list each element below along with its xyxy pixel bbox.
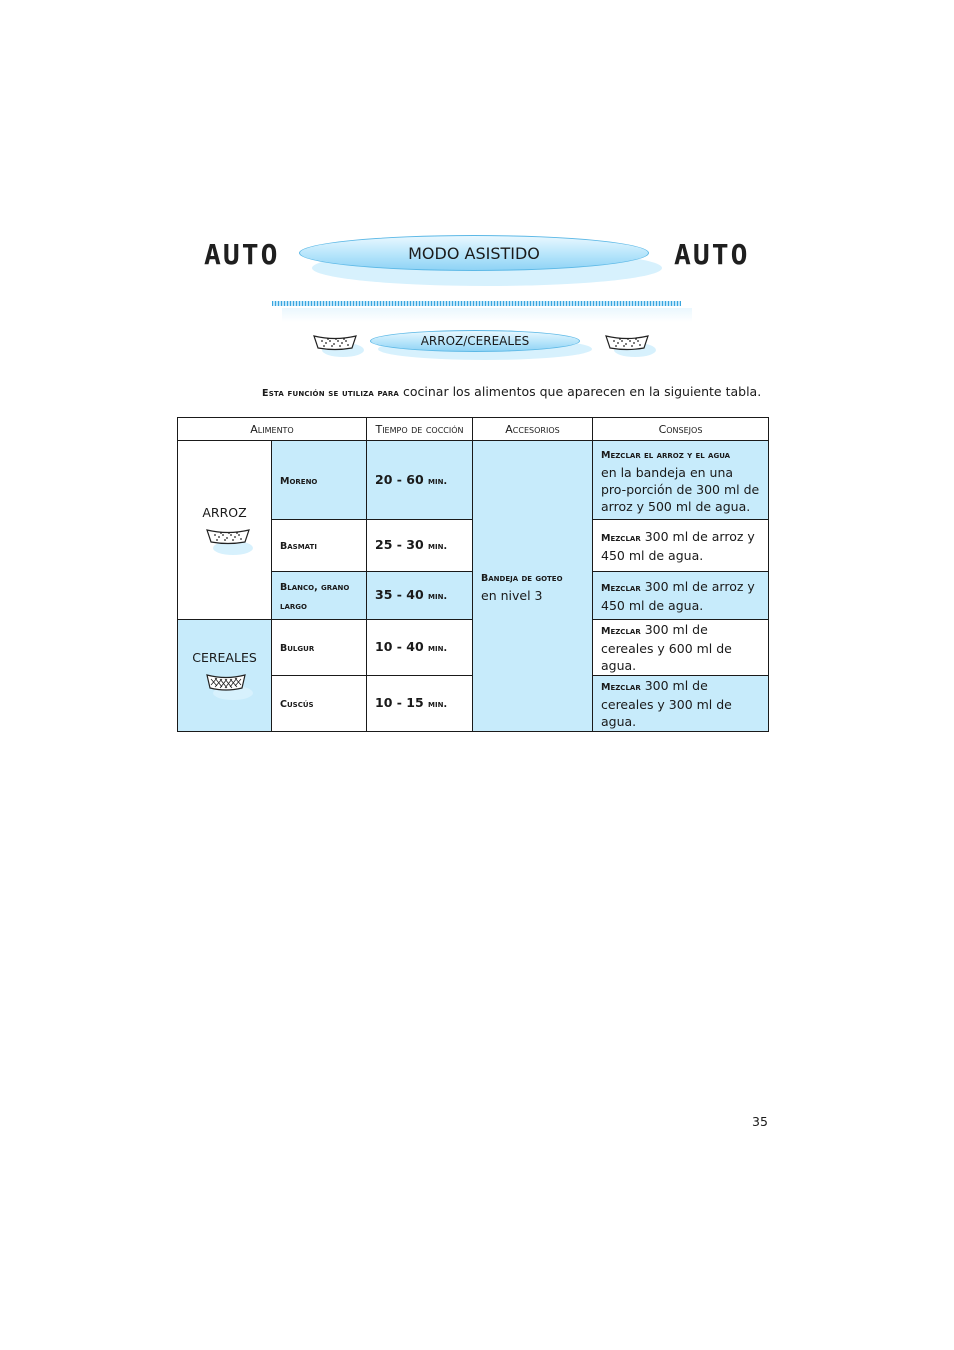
auto-label-left: AUTO: [204, 238, 280, 271]
food-cell: Blanco, grano largo: [272, 572, 367, 620]
section-subtitle: ARROZ/CEREALES: [420, 334, 530, 348]
divider-stripe: [272, 301, 681, 306]
table-header-row: [178, 418, 769, 441]
group-label: ARROZ: [202, 504, 247, 520]
time-cell: 10 - 15 min.: [367, 676, 473, 732]
header-consejos: Consejos: [593, 418, 769, 441]
subtitle-pill: [370, 330, 580, 352]
time-cell: 20 - 60 min.: [367, 441, 473, 520]
food-cell: Bulgur: [272, 620, 367, 676]
group-label: CEREALES: [192, 650, 257, 665]
tip-cell: Mezclar 300 ml de arroz y 450 ml de agua.: [593, 572, 769, 620]
tip-cell: Mezclar el arroz y el agua en la bandeja en una pro-porción de 300 ml de arroz y 500 ml de agua.: [593, 441, 769, 520]
page-title: MODO ASISTIDO: [408, 243, 540, 263]
auto-label-right: AUTO: [674, 238, 750, 271]
accessory-rest: en nivel 3: [481, 588, 543, 603]
divider-shadow: [282, 308, 692, 322]
intro-lead: Esta función se utiliza para: [262, 388, 400, 399]
food-cell: Moreno: [272, 441, 367, 520]
time-cell: 10 - 40 min.: [367, 620, 473, 676]
accessory-lead: Bandeja de goteo: [481, 573, 563, 584]
title-pill: [299, 235, 649, 271]
time-cell: 35 - 40 min.: [367, 572, 473, 620]
accessory-cell: [473, 441, 593, 732]
rice-bowl-icon: [604, 333, 650, 357]
page-number: 35: [752, 1114, 768, 1129]
group-cereales: [178, 620, 272, 732]
table-row: [178, 441, 769, 520]
food-cell: Cuscús: [272, 676, 367, 732]
tip-cell: Mezclar 300 ml de cereales y 600 ml de agua.: [593, 620, 769, 676]
header-tiempo: Tiempo de cocción: [367, 418, 473, 441]
header-accesorios: Accesorios: [473, 418, 593, 441]
rice-bowl-icon: [312, 333, 358, 357]
intro-rest: cocinar los alimentos que aparecen en la siguiente tabla.: [399, 384, 762, 399]
group-arroz: [178, 441, 272, 620]
food-cell: Basmati: [272, 520, 367, 572]
time-cell: 25 - 30 min.: [367, 520, 473, 572]
rice-bowl-icon: [201, 527, 249, 557]
tip-cell: Mezclar 300 ml de cereales y 300 ml de agua.: [593, 676, 769, 732]
intro-text: [262, 384, 782, 399]
header-alimento: Alimento: [178, 418, 367, 441]
tip-cell: Mezclar 300 ml de arroz y 450 ml de agua.: [593, 520, 769, 572]
cereal-bowl-icon: [201, 672, 249, 702]
cooking-table: [177, 417, 769, 732]
